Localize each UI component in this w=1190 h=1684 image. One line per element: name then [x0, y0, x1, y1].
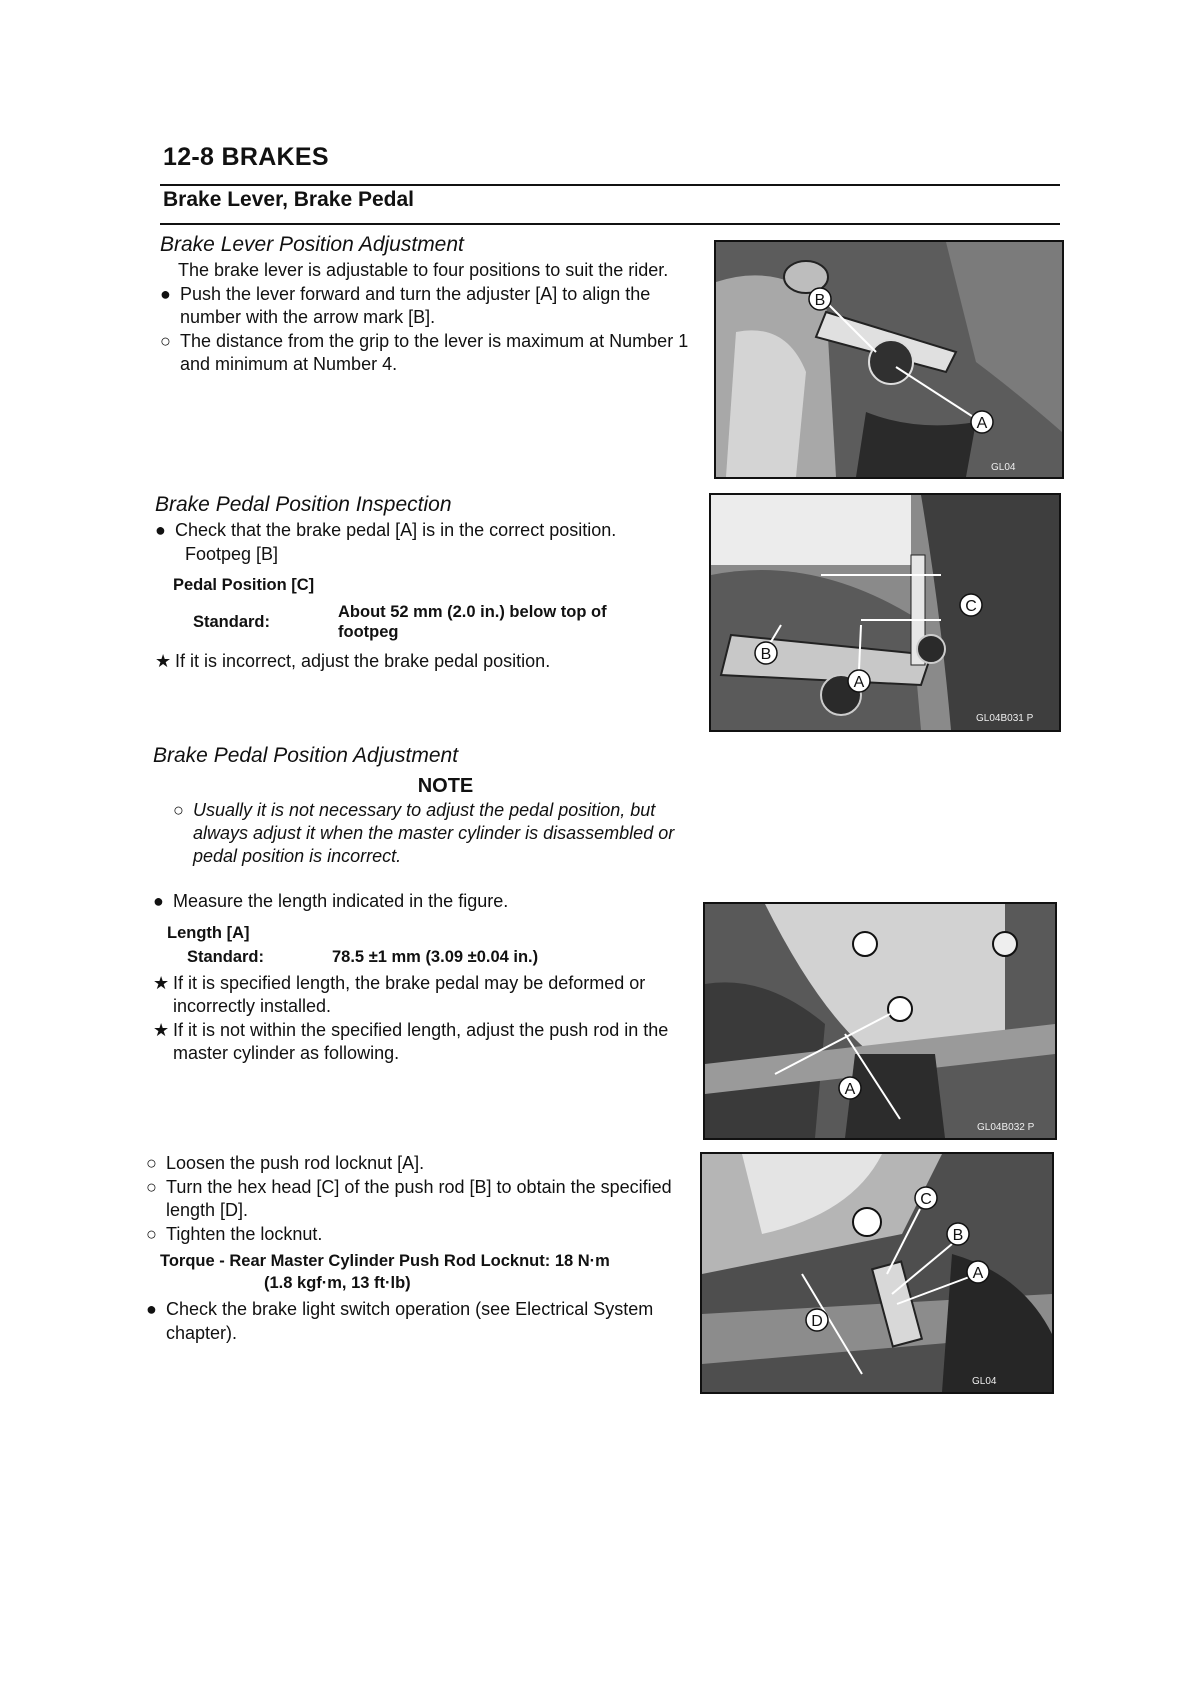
callout-a-label: A: [844, 1081, 856, 1098]
push-rod-step-3: [146, 1223, 698, 1247]
callout-c-label: C: [965, 598, 977, 615]
brake-pedal-position-photo-drawing: [711, 495, 1059, 730]
step-circle-icon: ○: [160, 330, 171, 351]
spec-label: Standard:: [193, 613, 271, 631]
brake-pedal-position-photo: [709, 493, 1061, 732]
push-rod-photo: [700, 1152, 1054, 1394]
bullet-icon: ●: [146, 1299, 157, 1319]
star-text: If it is incorrect, adjust the brake pedal position.: [175, 651, 551, 671]
bullet-text: Measure the length indicated in the figure.: [173, 891, 509, 911]
star-icon: ★: [153, 972, 170, 993]
pedal-length-photo-drawing: [705, 904, 1055, 1138]
brake-lever-photo-drawing: [716, 242, 1062, 477]
pedal-inspection-bullet: [155, 519, 695, 543]
length-star-1: [153, 972, 698, 1019]
push-rod-step-1: [146, 1152, 698, 1176]
torque-spec-line-2: (1.8 kgf·m, 13 ft·lb): [264, 1274, 411, 1292]
lever-adjustment-heading: Brake Lever Position Adjustment: [160, 233, 464, 256]
brake-lever-photo: [714, 240, 1064, 479]
figure-code: GL04: [972, 1376, 997, 1387]
length-spec-row: [153, 946, 698, 968]
star-text: If it is specified length, the brake pedal may be deformed or incorrectly installed.: [173, 972, 646, 1016]
measure-bullet: [153, 890, 698, 914]
figure-code: GL04B031 P: [976, 713, 1034, 724]
lever-adjustment-bullet: [160, 283, 690, 330]
pedal-inspection-heading: Brake Pedal Position Inspection: [155, 493, 452, 516]
callout-b-label: B: [952, 1227, 964, 1244]
callout-a-label: A: [853, 674, 865, 691]
step-circle-icon: ○: [146, 1176, 157, 1197]
spec-value: About 52 mm (2.0 in.) below top of footpeg: [338, 603, 607, 641]
step-text: Tighten the locknut.: [166, 1223, 323, 1244]
bullet-icon: ●: [153, 891, 164, 911]
push-rod-photo-drawing: [702, 1154, 1052, 1392]
pedal-position-spec-title: Pedal Position [C]: [173, 576, 315, 594]
spec-value: 78.5 ±1 mm (3.09 ±0.04 in.): [332, 947, 539, 966]
pedal-position-spec-row: [155, 602, 695, 642]
callout-a-label: A: [976, 415, 988, 432]
spec-label: Standard:: [187, 947, 265, 966]
section-title: Brake Lever, Brake Pedal: [163, 188, 414, 211]
bullet-text: Push the lever forward and turn the adjuster [A] to align the number with the arrow mark [B].: [180, 283, 651, 327]
page-title: 12-8 BRAKES: [163, 143, 329, 171]
length-spec-title: Length [A]: [167, 923, 250, 942]
torque-spec-line-1: Torque - Rear Master Cylinder Push Rod Locknut: 18 N·m: [160, 1252, 610, 1270]
star-text: If it is not within the specified length, adjust the push rod in the master cylinder as following.: [173, 1019, 669, 1063]
lever-adjustment-section: [160, 232, 690, 377]
intro-text: The brake lever is adjustable to four positions to suit the rider.: [178, 260, 669, 280]
step-circle-icon: ○: [146, 1223, 157, 1244]
pedal-adjustment-section: [153, 743, 698, 1066]
push-rod-section: [146, 1152, 698, 1345]
step-text: The distance from the grip to the lever is maximum at Number 1 and minimum at Number 4.: [180, 330, 689, 374]
step-text: Loosen the push rod locknut [A].: [166, 1153, 425, 1173]
pedal-inspection-star: [155, 650, 695, 674]
length-star-2: [153, 1019, 698, 1066]
step-text: Turn the hex head [C] of the push rod [B] to obtain the specified length [D].: [166, 1176, 672, 1220]
header-divider-top: [160, 184, 1060, 186]
callout-d-label: D: [811, 1313, 823, 1330]
note-text: [173, 799, 693, 868]
pedal-adjustment-heading: Brake Pedal Position Adjustment: [153, 744, 459, 767]
callout-b-label: B: [814, 292, 826, 309]
bullet-icon: ●: [160, 283, 171, 304]
callout-c-label: C: [920, 1191, 932, 1208]
header-divider-bottom: [160, 223, 1060, 225]
pedal-inspection-sub: Footpeg [B]: [185, 543, 279, 564]
step-circle-icon: ○: [146, 1153, 157, 1173]
pedal-length-photo: [703, 902, 1057, 1140]
pedal-inspection-section: [155, 492, 695, 674]
lever-adjustment-step: [160, 330, 690, 377]
figure-code: GL04: [991, 462, 1016, 473]
star-icon: ★: [153, 1019, 170, 1040]
brake-light-check-bullet: [146, 1298, 696, 1345]
star-icon: ★: [155, 651, 172, 671]
push-rod-step-2: [146, 1176, 698, 1223]
note-body: Usually it is not necessary to adjust the pedal position, but always adjust it when the master cylinder is disassembled or pedal position is incorrect.: [193, 800, 675, 866]
bullet-text: Check the brake light switch operation (see Electrical System chapter).: [166, 1299, 654, 1343]
note-circle-icon: ○: [173, 800, 184, 820]
lever-adjustment-intro: [160, 259, 690, 283]
bullet-text: Check that the brake pedal [A] is in the correct position.: [175, 520, 617, 540]
callout-b-label: B: [760, 646, 772, 663]
bullet-icon: ●: [155, 520, 166, 540]
callout-a-label: A: [972, 1265, 984, 1282]
figure-code: GL04B032 P: [977, 1122, 1035, 1133]
note-title: NOTE: [417, 775, 474, 797]
